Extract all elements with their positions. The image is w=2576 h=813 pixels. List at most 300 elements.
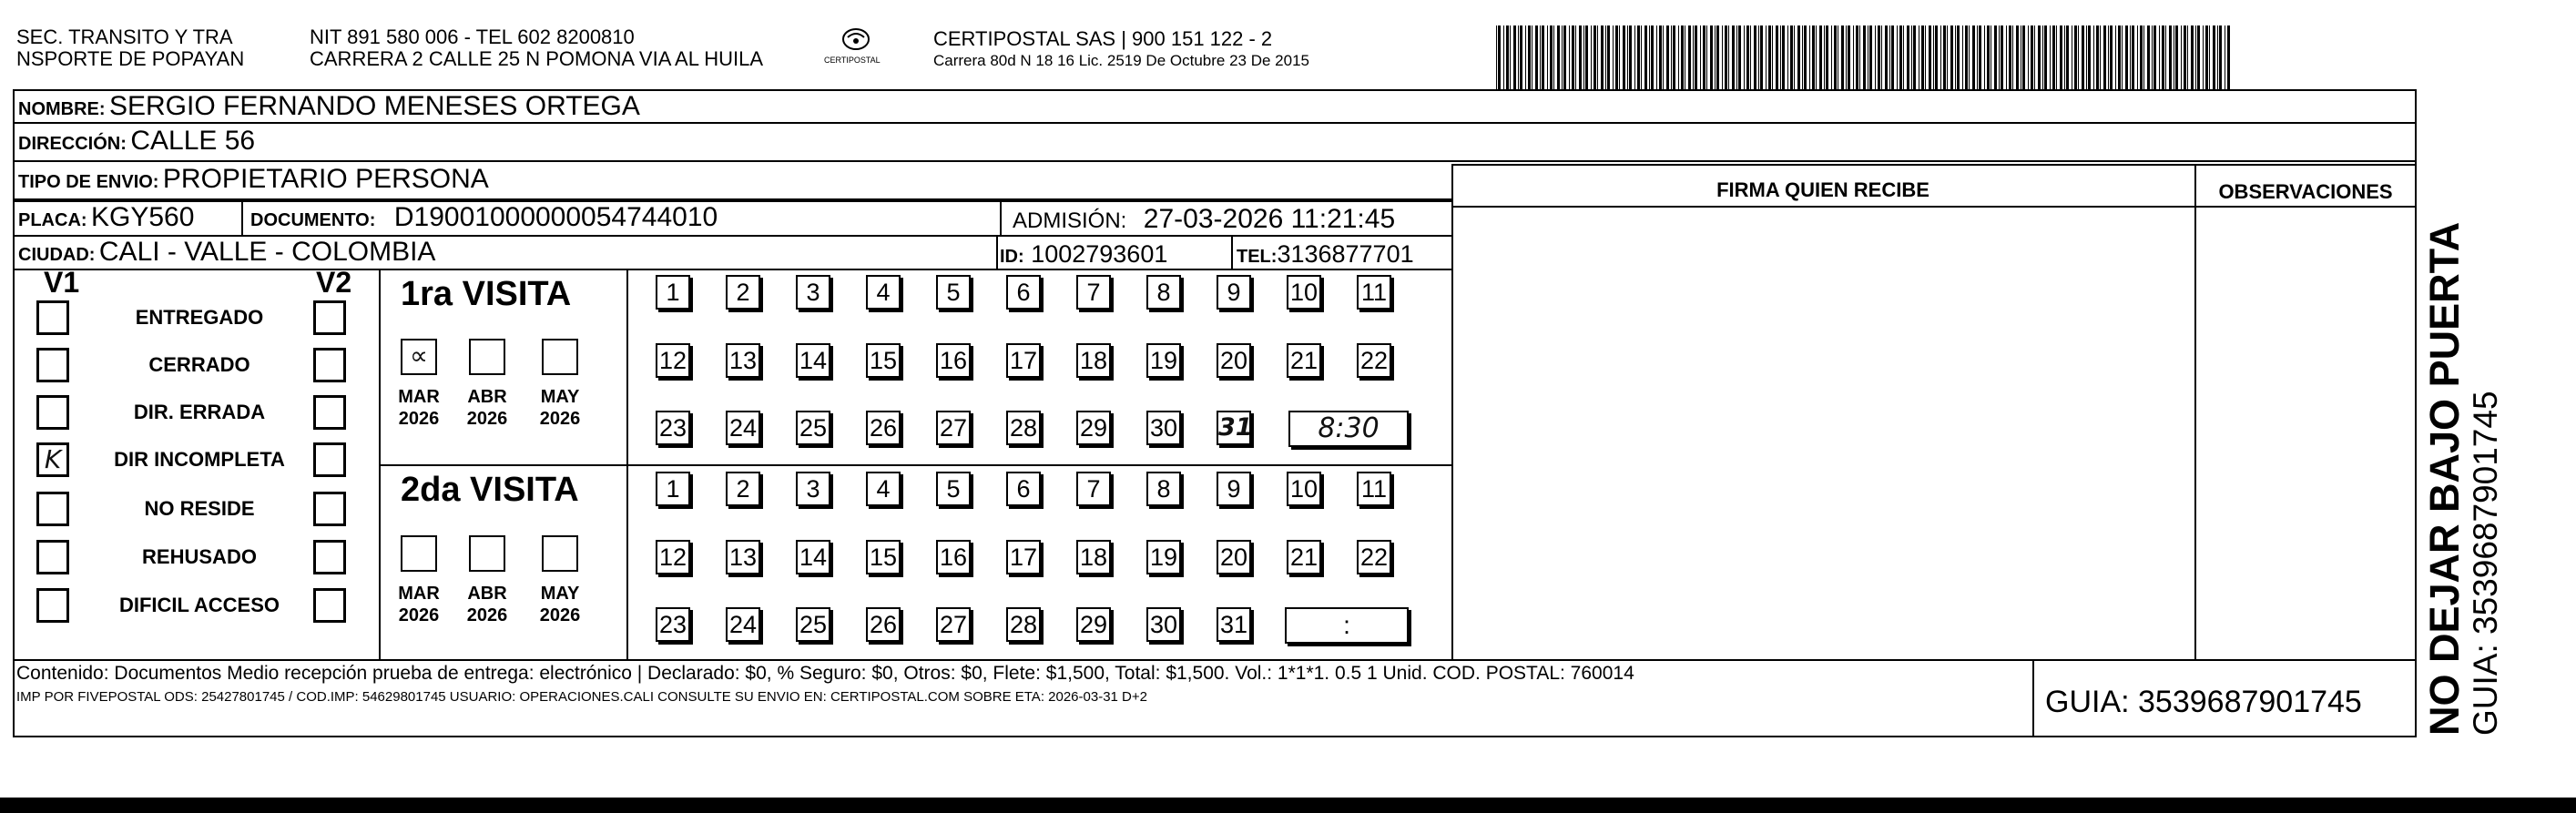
second-visit-day-7[interactable]: 7 bbox=[1076, 472, 1111, 506]
barcode-bar bbox=[1744, 25, 1745, 89]
first-visit-day-2[interactable]: 2 bbox=[726, 275, 760, 310]
barcode-bar bbox=[1722, 25, 1723, 89]
barcode-bar bbox=[2195, 25, 2196, 89]
admision-value: 27-03-2026 11:21:45 bbox=[1143, 204, 1396, 234]
barcode-bar bbox=[1957, 25, 1960, 89]
barcode-bar bbox=[1615, 25, 1618, 89]
barcode-bar bbox=[1513, 25, 1516, 89]
second-visit-day-16[interactable]: 16 bbox=[936, 540, 971, 574]
first-visit-day-20[interactable]: 20 bbox=[1217, 343, 1251, 378]
barcode-bar bbox=[1693, 25, 1694, 89]
status-label: DIFICIL ACCESO bbox=[118, 594, 280, 616]
barcode-bar bbox=[1950, 25, 1953, 89]
nit-line: NIT 891 580 006 - TEL 602 8200810 bbox=[310, 25, 635, 48]
barcode-bar bbox=[1738, 25, 1741, 89]
month-year: 2026 bbox=[466, 409, 508, 429]
barcode-bar bbox=[1824, 25, 1825, 89]
nombre-row bbox=[18, 91, 640, 122]
barcode-bar bbox=[1506, 25, 1509, 89]
barcode-bar bbox=[1955, 25, 1956, 89]
signature-area[interactable] bbox=[1455, 208, 2193, 657]
first-visit-day-9[interactable]: 9 bbox=[1217, 275, 1251, 310]
month-year: 2026 bbox=[539, 605, 581, 625]
second-visit-month-label bbox=[390, 583, 448, 626]
barcode-graphic bbox=[1496, 25, 2234, 89]
second-visit-day-5[interactable]: 5 bbox=[936, 472, 971, 506]
barcode-bar bbox=[1999, 25, 2000, 89]
barcode-bar bbox=[1935, 25, 1938, 89]
v1-checkbox[interactable] bbox=[36, 395, 69, 430]
barcode-bar bbox=[1681, 25, 1684, 89]
barcode-bar bbox=[1965, 25, 1968, 89]
barcode-bar bbox=[1623, 25, 1625, 89]
barcode-bar bbox=[2082, 25, 2084, 89]
barcode-bar bbox=[2197, 25, 2200, 89]
barcode-bar bbox=[2086, 25, 2087, 89]
second-visit-day-17[interactable]: 17 bbox=[1006, 540, 1041, 574]
barcode-bar bbox=[1776, 25, 1778, 89]
barcode-bar bbox=[2130, 25, 2131, 89]
v2-checkbox[interactable] bbox=[313, 588, 346, 623]
barcode-bar bbox=[1644, 25, 1647, 89]
barcode-bar bbox=[2213, 25, 2215, 89]
barcode-bar bbox=[1659, 25, 1662, 89]
barcode-bar bbox=[1826, 25, 1828, 89]
courier-line2: Carrera 80d N 18 16 Lic. 2519 De Octubre 23 De 2015 bbox=[933, 52, 1309, 69]
tipo-envio-label: TIPO DE ENVIO: bbox=[18, 172, 159, 192]
barcode-bar bbox=[1979, 25, 1981, 89]
barcode-bar bbox=[1881, 25, 1882, 89]
barcode-bar bbox=[1627, 25, 1628, 89]
first-visit-day-25[interactable]: 25 bbox=[796, 411, 830, 445]
second-visit-day-2[interactable]: 2 bbox=[726, 472, 760, 506]
firma-heading: FIRMA QUIEN RECIBE bbox=[1716, 178, 1929, 201]
first-visit-day-30[interactable]: 30 bbox=[1146, 411, 1181, 445]
barcode-bar bbox=[1496, 25, 1497, 89]
certipostal-logo bbox=[824, 25, 888, 69]
barcode-bar bbox=[1619, 25, 1620, 89]
second-visit-day-12[interactable]: 12 bbox=[656, 540, 690, 574]
status-label: CERRADO bbox=[148, 353, 250, 376]
first-visit-day-28[interactable]: 28 bbox=[1006, 411, 1041, 445]
direccion-value: CALLE 56 bbox=[130, 126, 256, 156]
second-visit-day-23[interactable]: 23 bbox=[656, 607, 690, 642]
barcode-bar bbox=[2028, 25, 2029, 89]
first-visit-day-7[interactable]: 7 bbox=[1076, 275, 1111, 310]
barcode-bar bbox=[2064, 25, 2065, 89]
second-visit-title: 2da VISITA bbox=[401, 471, 579, 509]
barcode-bar bbox=[1579, 25, 1582, 89]
barcode-bar bbox=[1597, 25, 1598, 89]
first-visit-day-16[interactable]: 16 bbox=[936, 343, 971, 378]
documento-label: DOCUMENTO: bbox=[250, 210, 376, 230]
v1-check-mark: K bbox=[44, 444, 62, 474]
barcode-bar bbox=[1593, 25, 1596, 89]
second-visit-day-4[interactable]: 4 bbox=[866, 472, 901, 506]
barcode-bar bbox=[2052, 25, 2055, 89]
barcode-bar bbox=[2078, 25, 2079, 89]
second-visit-day-11[interactable]: 11 bbox=[1357, 472, 1391, 506]
barcode-bar bbox=[2031, 25, 2033, 89]
v1-checkbox[interactable] bbox=[36, 588, 69, 623]
barcode-bar bbox=[2132, 25, 2134, 89]
barcode-bar bbox=[1754, 25, 1756, 89]
month-year: 2026 bbox=[398, 409, 440, 429]
status-label: ENTREGADO bbox=[135, 306, 264, 329]
barcode-bar bbox=[1947, 25, 1948, 89]
address-line: CARRERA 2 CALLE 25 N POMONA VIA AL HUILA bbox=[310, 47, 764, 70]
observaciones-heading: OBSERVACIONES bbox=[2218, 180, 2393, 203]
second-visit-day-6[interactable]: 6 bbox=[1006, 472, 1041, 506]
first-visit-day-26[interactable]: 26 bbox=[866, 411, 901, 445]
contenido-line: Contenido: Documentos Medio recepción prueba de entrega: electrónico | Declarado: $0, % Seguro: $0, Otros: $0, Flete: $1,500, Total: $1,500. Vol.: 1*1*1. 0.5 1 Unid. COD. POSTAL: 760014 bbox=[16, 663, 1634, 684]
admision-field bbox=[1013, 204, 1395, 235]
month-name: MAY bbox=[540, 584, 580, 604]
barcode-bar bbox=[1725, 25, 1727, 89]
second-visit-day-31[interactable]: 31 bbox=[1217, 607, 1251, 642]
barcode-bar bbox=[2217, 25, 2218, 89]
v2-checkbox[interactable] bbox=[313, 300, 346, 335]
barcode-bar bbox=[2088, 25, 2091, 89]
side-text-block bbox=[2422, 117, 2504, 736]
first-visit-month-label bbox=[390, 386, 448, 430]
tel-field bbox=[1237, 240, 1414, 269]
first-visit-day-27[interactable]: 27 bbox=[936, 411, 971, 445]
first-visit-day-23[interactable]: 23 bbox=[656, 411, 690, 445]
barcode-bar bbox=[1678, 25, 1679, 89]
barcode-bar bbox=[2122, 25, 2123, 89]
first-visit-day-10[interactable]: 10 bbox=[1287, 275, 1321, 310]
placa-field bbox=[18, 202, 194, 233]
first-visit-day-18[interactable]: 18 bbox=[1076, 343, 1111, 378]
barcode-bar bbox=[2066, 25, 2069, 89]
barcode-bar bbox=[2103, 25, 2106, 89]
barcode-bar bbox=[2034, 25, 2035, 89]
v1-heading: V1 bbox=[44, 266, 80, 299]
first-visit-time: 8:30 bbox=[1318, 412, 1380, 444]
month-name: ABR bbox=[467, 387, 507, 407]
first-visit-month-label bbox=[531, 386, 589, 430]
barcode-bar bbox=[1641, 25, 1642, 89]
org-name-line1: SEC. TRANSITO Y TRA bbox=[16, 25, 233, 48]
barcode-bar bbox=[1715, 25, 1716, 89]
direccion-label: DIRECCIÓN: bbox=[18, 134, 127, 154]
status-label: DIR INCOMPLETA bbox=[114, 448, 285, 471]
barcode-bar bbox=[1706, 25, 1707, 89]
status-label: DIR. ERRADA bbox=[133, 401, 266, 423]
first-visit-day-19[interactable]: 19 bbox=[1146, 343, 1181, 378]
barcode-bar bbox=[1758, 25, 1759, 89]
barcode-bar bbox=[2227, 25, 2230, 89]
documento-field bbox=[250, 202, 718, 233]
second-visit-day-1[interactable]: 1 bbox=[656, 472, 690, 506]
barcode-bar bbox=[1613, 25, 1614, 89]
barcode-bar bbox=[1695, 25, 1697, 89]
barcode-bar bbox=[1819, 25, 1822, 89]
barcode-bar bbox=[1716, 25, 1719, 89]
org-name-line2: NSPORTE DE POPAYAN bbox=[16, 47, 245, 70]
barcode-bar bbox=[1553, 25, 1554, 89]
barcode-bar bbox=[1605, 25, 1606, 89]
ciudad-label: CIUDAD: bbox=[18, 245, 96, 265]
first-visit-day-22[interactable]: 22 bbox=[1357, 343, 1391, 378]
barcode-bar bbox=[2191, 25, 2194, 89]
month-name: ABR bbox=[467, 584, 507, 604]
first-visit-day-29[interactable]: 29 bbox=[1076, 411, 1111, 445]
barcode-bar bbox=[2115, 25, 2116, 89]
barcode-bar bbox=[1732, 25, 1735, 89]
barcode-bar bbox=[1591, 25, 1592, 89]
barcode-bar bbox=[2159, 25, 2160, 89]
tel-label: TEL: bbox=[1237, 247, 1278, 267]
first-visit-day-14[interactable]: 14 bbox=[796, 343, 830, 378]
barcode-bar bbox=[1525, 25, 1526, 89]
barcode-bar bbox=[2108, 25, 2109, 89]
first-visit-day-24[interactable]: 24 bbox=[726, 411, 760, 445]
barcode-bar bbox=[1535, 25, 1538, 89]
first-visit-title: 1ra VISITA bbox=[401, 275, 572, 313]
placa-label: PLACA: bbox=[18, 210, 87, 230]
barcode-bar bbox=[1943, 25, 1946, 89]
second-visit-time-separator: : bbox=[1343, 611, 1350, 639]
barcode-bar bbox=[1848, 25, 1850, 89]
second-visit-day-27[interactable]: 27 bbox=[936, 607, 971, 642]
barcode-bar bbox=[1528, 25, 1531, 89]
barcode-bar bbox=[2152, 25, 2153, 89]
barcode-bar bbox=[1863, 25, 1866, 89]
first-visit-day-4[interactable]: 4 bbox=[866, 275, 901, 310]
barcode-bar bbox=[2042, 25, 2043, 89]
barcode-bar bbox=[1797, 25, 1800, 89]
barcode-bar bbox=[1772, 25, 1773, 89]
barcode-bar bbox=[1846, 25, 1847, 89]
barcode-bar bbox=[2143, 25, 2144, 89]
barcode-bar bbox=[1925, 25, 1926, 89]
first-visit-day-8[interactable]: 8 bbox=[1146, 275, 1181, 310]
second-visit-day-20[interactable]: 20 bbox=[1217, 540, 1251, 574]
second-visit-day-25[interactable]: 25 bbox=[796, 607, 830, 642]
first-visit-time-box[interactable] bbox=[1288, 411, 1409, 447]
barcode-bar bbox=[1746, 25, 1749, 89]
barcode-bar bbox=[1629, 25, 1632, 89]
barcode-bar bbox=[1899, 25, 1902, 89]
first-visit-month-label bbox=[458, 386, 516, 430]
barcode-bar bbox=[1940, 25, 1941, 89]
barcode-bar bbox=[1583, 25, 1584, 89]
barcode-bar bbox=[1601, 25, 1604, 89]
first-visit-day-31[interactable]: 31 bbox=[1217, 411, 1251, 445]
v2-checkbox[interactable] bbox=[313, 442, 346, 477]
second-visit-time-box[interactable] bbox=[1285, 607, 1409, 644]
nombre-label: NOMBRE: bbox=[18, 99, 106, 119]
second-visit-month-checkbox[interactable] bbox=[469, 535, 505, 572]
documento-value: D19001000000054744010 bbox=[393, 202, 718, 232]
v1-checkbox[interactable] bbox=[36, 492, 69, 526]
barcode-bar bbox=[1841, 25, 1844, 89]
second-visit-day-15[interactable]: 15 bbox=[866, 540, 901, 574]
barcode-bar bbox=[2096, 25, 2099, 89]
barcode-bar bbox=[1977, 25, 1978, 89]
barcode-bar bbox=[2016, 25, 2019, 89]
first-visit-month-checkbox[interactable] bbox=[469, 339, 505, 375]
v1-checkbox[interactable] bbox=[36, 300, 69, 335]
barcode-bar bbox=[1637, 25, 1640, 89]
month-check-mark: ∝ bbox=[409, 340, 428, 371]
second-visit-day-26[interactable]: 26 bbox=[866, 607, 901, 642]
barcode-bar bbox=[2140, 25, 2143, 89]
barcode-bar bbox=[1929, 25, 1931, 89]
month-year: 2026 bbox=[398, 605, 440, 625]
tipo-envio-value: PROPIETARIO PERSONA bbox=[162, 164, 489, 194]
barcode-bar bbox=[1780, 25, 1781, 89]
first-visit-day-15[interactable]: 15 bbox=[866, 343, 901, 378]
barcode-bar bbox=[2203, 25, 2204, 89]
barcode-bar bbox=[2022, 25, 2025, 89]
first-visit-month-checkbox[interactable] bbox=[401, 339, 437, 375]
v2-heading: V2 bbox=[316, 266, 352, 299]
second-visit-day-18[interactable]: 18 bbox=[1076, 540, 1111, 574]
second-visit-day-28[interactable]: 28 bbox=[1006, 607, 1041, 642]
barcode-bar bbox=[1710, 25, 1713, 89]
imp-line: IMP POR FIVEPOSTAL ODS: 25427801745 / COD.IMP: 54629801745 USUARIO: OPERACIONES.CALI CONSULTE SU ENVIO EN: CERTIPOSTAL.COM SOBRE ETA: 2026-03-31 D+2 bbox=[16, 689, 1147, 705]
barcode-bar bbox=[2219, 25, 2222, 89]
barcode-bar bbox=[2181, 25, 2182, 89]
courier-line1: CERTIPOSTAL SAS | 900 151 122 - 2 bbox=[933, 27, 1273, 50]
v1-checkbox[interactable] bbox=[36, 540, 69, 574]
second-visit-day-30[interactable]: 30 bbox=[1146, 607, 1181, 642]
month-year: 2026 bbox=[466, 605, 508, 625]
footer-guia: GUIA: 3539687901745 bbox=[2045, 685, 2362, 719]
v1-checkbox[interactable] bbox=[36, 348, 69, 382]
second-visit-day-9[interactable]: 9 bbox=[1217, 472, 1251, 506]
v2-checkbox[interactable] bbox=[313, 348, 346, 382]
barcode bbox=[1496, 25, 2234, 89]
id-field bbox=[1000, 240, 1167, 269]
second-visit-day-8[interactable]: 8 bbox=[1146, 472, 1181, 506]
barcode-bar bbox=[1688, 25, 1691, 89]
barcode-bar bbox=[1540, 25, 1541, 89]
barcode-bar bbox=[1921, 25, 1924, 89]
barcode-bar bbox=[2050, 25, 2051, 89]
barcode-bar bbox=[1503, 25, 1504, 89]
barcode-bar bbox=[2175, 25, 2178, 89]
barcode-bar bbox=[2169, 25, 2172, 89]
barcode-bar bbox=[1634, 25, 1635, 89]
barcode-bar bbox=[1812, 25, 1815, 89]
barcode-bar bbox=[1984, 25, 1985, 89]
second-visit-day-29[interactable]: 29 bbox=[1076, 607, 1111, 642]
barcode-bar bbox=[2100, 25, 2101, 89]
barcode-bar bbox=[2187, 25, 2188, 89]
observations-area[interactable] bbox=[2198, 208, 2413, 657]
second-visit-day-3[interactable]: 3 bbox=[796, 472, 830, 506]
barcode-bar bbox=[2093, 25, 2094, 89]
barcode-bar bbox=[1831, 25, 1832, 89]
first-visit-day-17[interactable]: 17 bbox=[1006, 343, 1041, 378]
barcode-bar bbox=[1913, 25, 1916, 89]
first-visit-day-13[interactable]: 13 bbox=[726, 343, 760, 378]
barcode-bar bbox=[1787, 25, 1788, 89]
barcode-bar bbox=[1663, 25, 1664, 89]
second-visit-day-14[interactable]: 14 bbox=[796, 540, 830, 574]
bottom-edge-bar bbox=[0, 798, 2576, 813]
second-visit-day-22[interactable]: 22 bbox=[1357, 540, 1391, 574]
barcode-bar bbox=[1875, 25, 1876, 89]
barcode-bar bbox=[1933, 25, 1934, 89]
second-visit-day-24[interactable]: 24 bbox=[726, 607, 760, 642]
barcode-bar bbox=[1972, 25, 1975, 89]
barcode-bar bbox=[2074, 25, 2077, 89]
id-value: 1002793601 bbox=[1031, 240, 1168, 268]
barcode-bar bbox=[1859, 25, 1860, 89]
barcode-bar bbox=[1891, 25, 1894, 89]
status-label: NO RESIDE bbox=[144, 497, 255, 520]
v2-checkbox[interactable] bbox=[313, 395, 346, 430]
direccion-row bbox=[18, 126, 255, 157]
first-visit-day-21[interactable]: 21 bbox=[1287, 343, 1321, 378]
barcode-bar bbox=[1878, 25, 1880, 89]
barcode-bar bbox=[1856, 25, 1858, 89]
barcode-bar bbox=[1816, 25, 1817, 89]
first-visit-day-12[interactable]: 12 bbox=[656, 343, 690, 378]
barcode-bar bbox=[1911, 25, 1912, 89]
barcode-bar bbox=[1575, 25, 1576, 89]
nombre-value: SERGIO FERNANDO MENESES ORTEGA bbox=[109, 91, 640, 121]
second-visit-day-21[interactable]: 21 bbox=[1287, 540, 1321, 574]
v2-checkbox[interactable] bbox=[313, 492, 346, 526]
second-visit-month-label bbox=[531, 583, 589, 626]
side-guia: GUIA: 3539687901745 bbox=[2467, 391, 2504, 736]
barcode-bar bbox=[1518, 25, 1519, 89]
barcode-bar bbox=[2060, 25, 2062, 89]
barcode-bar bbox=[1869, 25, 1872, 89]
barcode-bar bbox=[1782, 25, 1785, 89]
v2-checkbox[interactable] bbox=[313, 540, 346, 574]
barcode-bar bbox=[1510, 25, 1511, 89]
second-visit-day-10[interactable]: 10 bbox=[1287, 472, 1321, 506]
tipo-envio-row bbox=[18, 164, 489, 195]
month-name: MAR bbox=[398, 584, 440, 604]
barcode-bar bbox=[2125, 25, 2128, 89]
barcode-bar bbox=[2006, 25, 2007, 89]
second-visit-month-checkbox[interactable] bbox=[401, 535, 437, 572]
barcode-bar bbox=[1987, 25, 1990, 89]
barcode-bar bbox=[1766, 25, 1767, 89]
barcode-bar bbox=[1962, 25, 1963, 89]
barcode-bar bbox=[1649, 25, 1650, 89]
barcode-bar bbox=[1562, 25, 1563, 89]
barcode-bar bbox=[1607, 25, 1610, 89]
first-visit-day-6[interactable]: 6 bbox=[1006, 275, 1041, 310]
second-visit-day-13[interactable]: 13 bbox=[726, 540, 760, 574]
no-dejar-bajo-puerta: NO DEJAR BAJO PUERTA bbox=[2421, 221, 2468, 736]
barcode-bar bbox=[2110, 25, 2113, 89]
v1-checkbox[interactable] bbox=[36, 442, 69, 477]
barcode-bar bbox=[2001, 25, 2003, 89]
first-visit-day-1[interactable]: 1 bbox=[656, 275, 690, 310]
barcode-bar bbox=[1804, 25, 1807, 89]
status-label: REHUSADO bbox=[142, 545, 257, 568]
barcode-bar bbox=[1907, 25, 1909, 89]
barcode-bar bbox=[1750, 25, 1751, 89]
first-visit-day-5[interactable]: 5 bbox=[936, 275, 971, 310]
second-visit-month-checkbox[interactable] bbox=[542, 535, 578, 572]
first-visit-day-11[interactable]: 11 bbox=[1357, 275, 1391, 310]
first-visit-day-3[interactable]: 3 bbox=[796, 275, 830, 310]
first-visit-month-checkbox[interactable] bbox=[542, 339, 578, 375]
second-visit-day-19[interactable]: 19 bbox=[1146, 540, 1181, 574]
barcode-bar bbox=[2205, 25, 2208, 89]
